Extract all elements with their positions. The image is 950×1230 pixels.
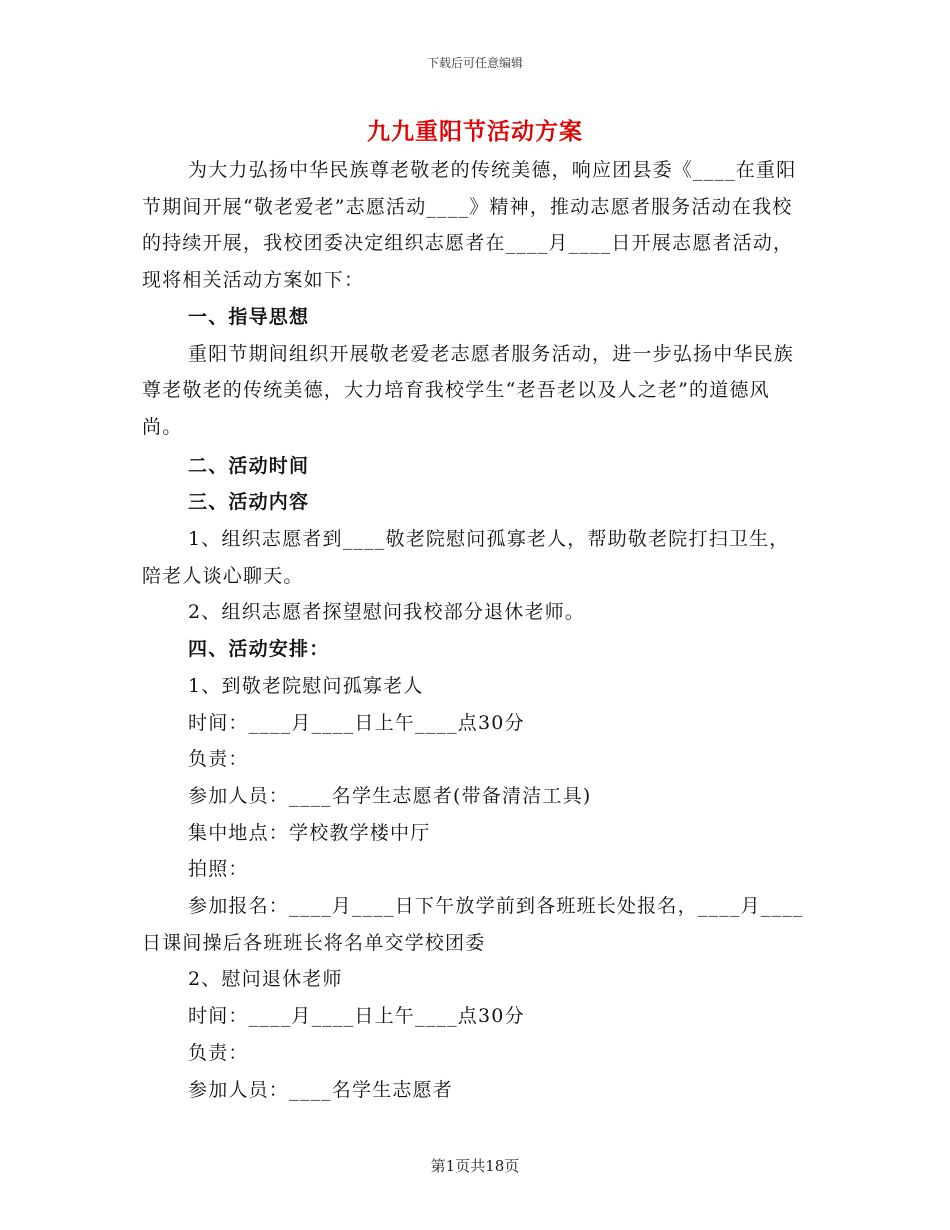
section-heading-activity-content: 三、活动内容	[188, 491, 310, 514]
activity-1-participants: 参加人员：____名学生志愿者(带备清洁工具)	[188, 784, 592, 807]
intro-paragraph: 为大力弘扬中华民族尊老敬老的传统美德，响应团县委《____在重阳节期间开展“敬老爱老”志愿活动____》精神，推动志愿者服务活动在我校的持续开展，我校团委决定组织志愿者在____月____日开展志愿者活动，现将相关活动方案如下：	[142, 159, 797, 292]
activity-1-location: 集中地点：学校教学楼中厅	[188, 821, 431, 844]
section-heading-guiding-idea: 一、指导思想	[188, 305, 310, 328]
document-body	[142, 152, 807, 1108]
section-heading-activity-time: 二、活动时间	[188, 454, 310, 477]
activity-1-title: 1、到敬老院慰问孤寡老人	[188, 674, 424, 697]
document-title: 九九重阳节活动方案	[367, 119, 583, 145]
activity-1-signup: 参加报名：____月____日下午放学前到各班班长处报名，____月____日课间操后各班班长将名单交学校团委	[142, 895, 804, 954]
section-heading-arrangement: 四、活动安排：	[188, 638, 330, 661]
guiding-idea-paragraph: 重阳节期间组织开展敬老爱老志愿者服务活动，进一步弘扬中华民族尊老敬老的传统美德，大力培育我校学生“老吾老以及人之老”的道德风尚。	[142, 342, 795, 438]
activity-2-participants: 参加人员：____名学生志愿者	[188, 1078, 454, 1101]
page-footer: 第1页共18页	[430, 1157, 520, 1175]
header-note: 下载后可任意编辑	[426, 56, 523, 70]
activity-2-title: 2、慰问退休老师	[188, 968, 343, 991]
activity-2-responsible: 负责：	[188, 1041, 249, 1064]
content-item-2: 2、组织志愿者探望慰问我校部分退休老师。	[188, 601, 586, 624]
activity-1-responsible: 负责：	[188, 748, 249, 771]
activity-2-time: 时间：____月____日上午____点30分	[188, 1005, 525, 1028]
activity-1-time: 时间：____月____日上午____点30分	[188, 711, 525, 734]
activity-1-photo: 拍照：	[188, 858, 249, 881]
content-item-1: 1、组织志愿者到____敬老院慰问孤寡老人，帮助敬老院打扫卫生，陪老人谈心聊天。	[142, 528, 790, 587]
